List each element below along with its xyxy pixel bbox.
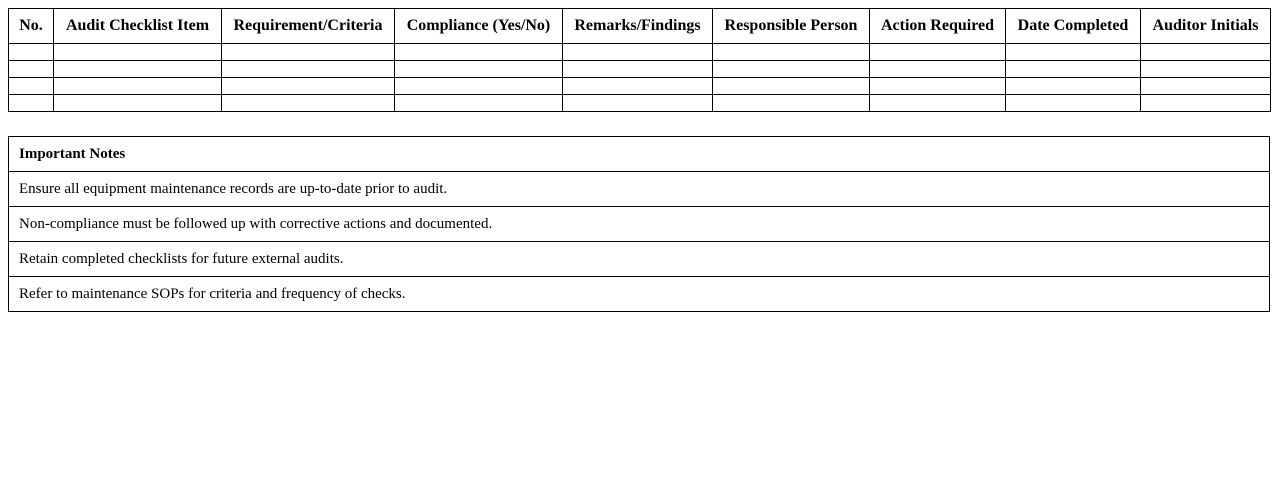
table-cell[interactable] [1141, 78, 1271, 95]
note-row [9, 277, 1270, 312]
header-audit-checklist-item: Audit Checklist Item [54, 9, 222, 44]
table-cell[interactable] [1141, 44, 1271, 61]
table-row [9, 44, 1271, 61]
table-cell[interactable] [1006, 78, 1141, 95]
table-cell[interactable] [1141, 95, 1271, 112]
notes-heading-row [9, 137, 1270, 172]
audit-checklist-table [8, 8, 1271, 112]
header-responsible-person: Responsible Person [713, 9, 870, 44]
note-row [9, 172, 1270, 207]
table-cell[interactable] [563, 44, 713, 61]
table-cell[interactable] [54, 78, 222, 95]
note-text: Non-compliance must be followed up with corrective actions and documented. [9, 207, 1270, 242]
header-compliance: Compliance (Yes/No) [395, 9, 563, 44]
table-cell[interactable] [713, 95, 870, 112]
table-cell[interactable] [563, 95, 713, 112]
table-cell[interactable] [395, 78, 563, 95]
header-requirement-criteria: Requirement/Criteria [222, 9, 395, 44]
table-cell[interactable] [395, 44, 563, 61]
table-cell[interactable] [713, 44, 870, 61]
table-cell[interactable] [9, 44, 54, 61]
table-cell[interactable] [395, 61, 563, 78]
table-cell[interactable] [54, 44, 222, 61]
table-cell[interactable] [870, 78, 1006, 95]
table-row [9, 78, 1271, 95]
table-cell[interactable] [9, 61, 54, 78]
header-date-completed: Date Completed [1006, 9, 1141, 44]
header-action-required: Action Required [870, 9, 1006, 44]
note-text: Retain completed checklists for future external audits. [9, 242, 1270, 277]
table-cell[interactable] [1006, 95, 1141, 112]
table-cell[interactable] [870, 44, 1006, 61]
table-cell[interactable] [222, 78, 395, 95]
table-row [9, 61, 1271, 78]
table-cell[interactable] [9, 78, 54, 95]
table-cell[interactable] [222, 95, 395, 112]
table-cell[interactable] [395, 95, 563, 112]
note-row [9, 242, 1270, 277]
table-cell[interactable] [222, 61, 395, 78]
table-row [9, 95, 1271, 112]
table-cell[interactable] [713, 78, 870, 95]
table-cell[interactable] [222, 44, 395, 61]
notes-heading: Important Notes [9, 137, 1270, 172]
note-text: Ensure all equipment maintenance records are up-to-date prior to audit. [9, 172, 1270, 207]
header-auditor-initials: Auditor Initials [1141, 9, 1271, 44]
note-text: Refer to maintenance SOPs for criteria and frequency of checks. [9, 277, 1270, 312]
note-row [9, 207, 1270, 242]
table-cell[interactable] [1006, 44, 1141, 61]
table-cell[interactable] [563, 78, 713, 95]
table-cell[interactable] [1006, 61, 1141, 78]
table-cell[interactable] [9, 95, 54, 112]
header-no: No. [9, 9, 54, 44]
header-remarks-findings: Remarks/Findings [563, 9, 713, 44]
header-row [9, 9, 1271, 44]
table-cell[interactable] [870, 61, 1006, 78]
table-cell[interactable] [713, 61, 870, 78]
table-cell[interactable] [1141, 61, 1271, 78]
important-notes-table [8, 136, 1270, 312]
table-cell[interactable] [563, 61, 713, 78]
table-cell[interactable] [54, 61, 222, 78]
table-cell[interactable] [870, 95, 1006, 112]
table-cell[interactable] [54, 95, 222, 112]
